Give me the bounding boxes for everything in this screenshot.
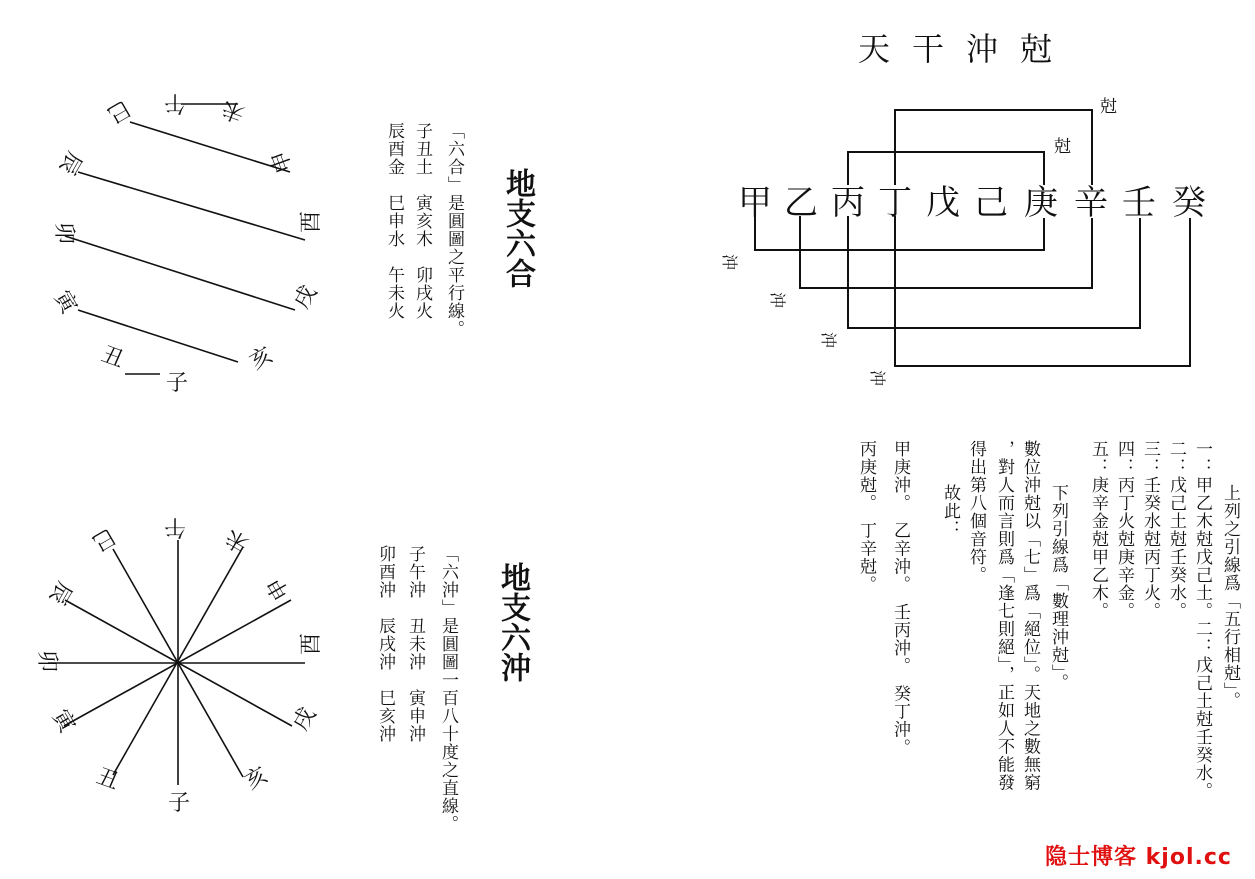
stem-xin: 辛 (1074, 183, 1108, 223)
text-line-12: 丙庚尅。 丁辛尅。 (856, 440, 876, 594)
liuhe-label-si: 巳 (102, 94, 135, 128)
chong-label-chen: 辰 (43, 577, 77, 609)
text-line-11: 甲庚沖。 乙辛沖。 壬丙沖。 癸丁沖。 (890, 440, 910, 757)
liuhe-row2: 辰酉金 巳申水 午未火 (384, 122, 404, 320)
liuchong-title: 地支六沖 (495, 562, 530, 682)
chong-label-you: 酉 (299, 632, 324, 655)
liuhe-label-chou: 丑 (97, 342, 128, 374)
chong-label-xu: 戌 (288, 703, 322, 735)
text-line-5: 五：庚辛金尅甲乙木。 (1088, 440, 1108, 620)
liuhe-label-you: 酉 (299, 210, 324, 233)
chong-label-1: 沖 (720, 254, 739, 271)
liuhe-label-hai: 亥 (245, 342, 278, 376)
liuhe-label-mao: 卯 (51, 222, 76, 245)
text-line-2: 二：戊己土尅壬癸水。 (1166, 440, 1186, 620)
chong-label-4: 沖 (868, 370, 887, 387)
chong-label-si: 巳 (87, 522, 120, 556)
liuhe-line-chen-you (78, 172, 305, 240)
liuchong-row1: 子午沖 丑未沖 寅申沖 (405, 545, 425, 743)
ke-line-bing-geng (848, 152, 1044, 185)
page-title: 天干沖尅 (858, 30, 1075, 68)
liuhe-line-si-shen (130, 122, 290, 172)
text-line-7: 數位沖尅以「七」爲「絕位」。天地之數無窮 (1020, 440, 1040, 792)
text-line-8: ，對人而言則爲「逢七則絕」，正如人不能發 (994, 440, 1014, 792)
liuhe-label-shen: 申 (266, 147, 298, 177)
text-line-1: 一：甲乙木尅戊己土。二：戊己土尅壬癸水。 (1192, 440, 1212, 800)
liuhe-label-zi: 子 (166, 371, 189, 396)
chong-label-chou: 丑 (92, 764, 123, 796)
text-line-6: 下列引線爲「數理沖尅」。 (1048, 484, 1068, 692)
chong-line-bing-ren (848, 216, 1140, 328)
stem-ji: 己 (974, 183, 1008, 223)
stem-bing: 丙 (831, 183, 865, 223)
text-line-4: 四：丙丁火尅庚辛金。 (1114, 440, 1134, 620)
chong-line-yi-xin (800, 216, 1092, 288)
chong-label-wei: 未 (221, 523, 253, 557)
text-line-10: 故此： (940, 484, 960, 538)
liuhe-title: 地支六合 (500, 168, 535, 288)
chong-label-2: 沖 (768, 292, 787, 309)
chong-label-hai: 亥 (240, 762, 273, 796)
liuchong-desc: 「六沖」是圓圖一百八十度之直線。 (438, 545, 458, 833)
liuhe-row1: 子丑土 寅亥木 卯戌火 (412, 122, 432, 320)
chong-line-ding-gui (895, 216, 1190, 366)
text-line-intro: 上列之引線爲「五行相尅」。 (1220, 484, 1240, 710)
stem-wu: 戊 (926, 183, 960, 223)
ke-label-top: 尅 (1100, 97, 1117, 117)
ke-label-second: 尅 (1054, 137, 1071, 157)
stem-row (738, 183, 1206, 223)
chong-label-mao: 卯 (34, 650, 59, 673)
chong-label-shen: 申 (262, 572, 296, 605)
stem-geng: 庚 (1024, 183, 1058, 223)
liuhe-label-yin: 寅 (48, 286, 82, 319)
liuhe-diagram (65, 104, 305, 374)
liuhe-label-xu: 戌 (289, 281, 323, 313)
liuhe-desc: 「六合」是圓圖之平行線。 (444, 122, 464, 338)
liuchong-diagram (48, 540, 305, 785)
stem-ren: 壬 (1122, 183, 1156, 223)
stem-yi: 乙 (784, 183, 818, 223)
chong-label-yin: 寅 (46, 705, 80, 738)
liuhe-label-wu: 午 (163, 90, 186, 115)
chong-label-wu: 午 (163, 514, 186, 539)
liuchong-row2: 卯酉沖 辰戌沖 巳亥沖 (375, 545, 395, 743)
chong-label-zi: 子 (168, 791, 191, 816)
stem-jia: 甲 (738, 183, 772, 223)
stem-gui: 癸 (1172, 183, 1206, 223)
liuhe-label-wei: 未 (218, 94, 249, 126)
right-text-block (830, 440, 1250, 870)
liuhe-line-mao-xu (65, 236, 295, 310)
watermark: 隐士博客 kjol.cc (1045, 845, 1232, 870)
text-line-9: 得出第八個音符。 (966, 440, 986, 584)
chong-label-3: 沖 (819, 332, 838, 349)
liuhe-label-chen: 辰 (53, 147, 87, 179)
text-line-3: 三：壬癸水尅丙丁火。 (1140, 440, 1160, 620)
stem-ding: 丁 (878, 183, 912, 223)
